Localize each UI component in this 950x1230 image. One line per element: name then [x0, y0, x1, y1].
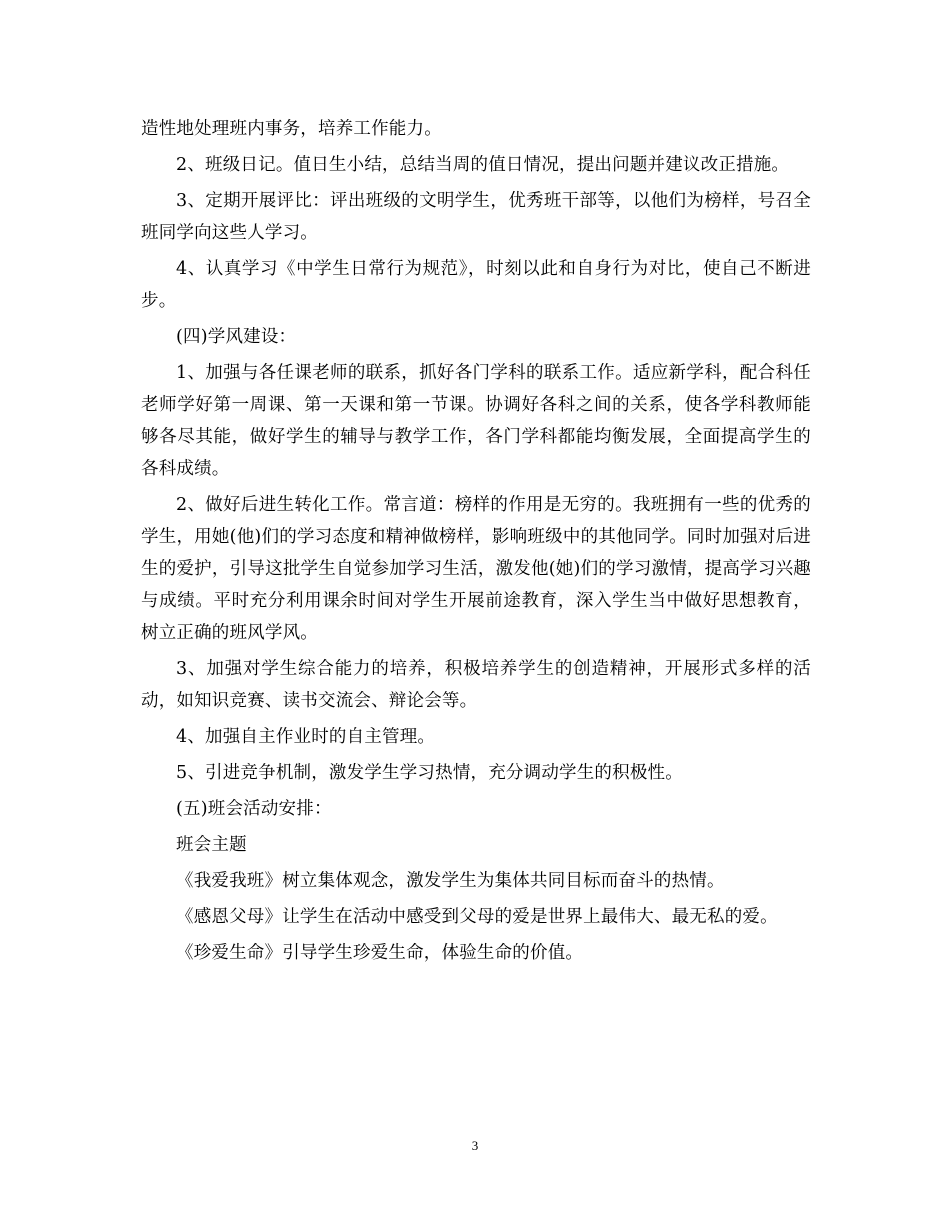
paragraph: 《珍爱生命》引导学生珍爱生命，体验生命的价值。	[176, 943, 584, 963]
paragraph: 1、加强与各任课老师的联系，抓好各门学科的联系工作。适应新学科，配合科任老师学好第一周课、第一天课和第一节课。协调好各科之间的关系，使各学科教师能够各尽其能，做好学生的辅导与教学工作，各门学科都能均衡发展，全面提高学生的各科成绩。	[141, 363, 811, 479]
page-number: 3	[471, 1138, 479, 1153]
paragraph: 《感恩父母》让学生在活动中感受到父母的爱是世界上最伟大、最无私的爱。	[176, 907, 778, 927]
paragraph: 造性地处理班内事务，培养工作能力。	[141, 119, 442, 139]
paragraph: 5、引进竞争机制，激发学生学习热情，充分调动学生的积极性。	[176, 763, 683, 783]
document-body	[141, 113, 811, 973]
section-heading: (五)班会活动安排：	[176, 799, 332, 819]
paragraph: 3、加强对学生综合能力的培养，积极培养学生的创造精神，开展形式多样的活动，如知识竞赛、读书交流会、辩论会等。	[141, 659, 811, 711]
section-heading: (四)学风建设：	[176, 327, 297, 347]
paragraph: 4、认真学习《中学生日常行为规范》，时刻以此和自身行为对比，使自己不断进步。	[141, 259, 811, 311]
paragraph: 4、加强自主作业时的自主管理。	[176, 727, 436, 747]
subheading: 班会主题	[176, 835, 247, 855]
paragraph: 3、定期开展评比：评出班级的文明学生，优秀班干部等，以他们为榜样，号召全班同学向这些人学习。	[141, 191, 811, 243]
paragraph: 2、班级日记。值日生小结，总结当周的值日情况，提出问题并建议改正措施。	[176, 155, 790, 175]
paragraph: 《我爱我班》树立集体观念，激发学生为集体共同目标而奋斗的热情。	[176, 871, 725, 891]
paragraph: 2、做好后进生转化工作。常言道：榜样的作用是无穷的。我班拥有一些的优秀的学生，用她(他)们的学习态度和精神做榜样，影响班级中的其他同学。同时加强对后进生的爱护，引导这批学生自觉参加学习生活，激发他(她)们的学习激情，提高学习兴趣与成绩。平时充分利用课余时间对学生开展前途教育，深入学生当中做好思想教育，树立正确的班风学风。	[141, 495, 811, 643]
